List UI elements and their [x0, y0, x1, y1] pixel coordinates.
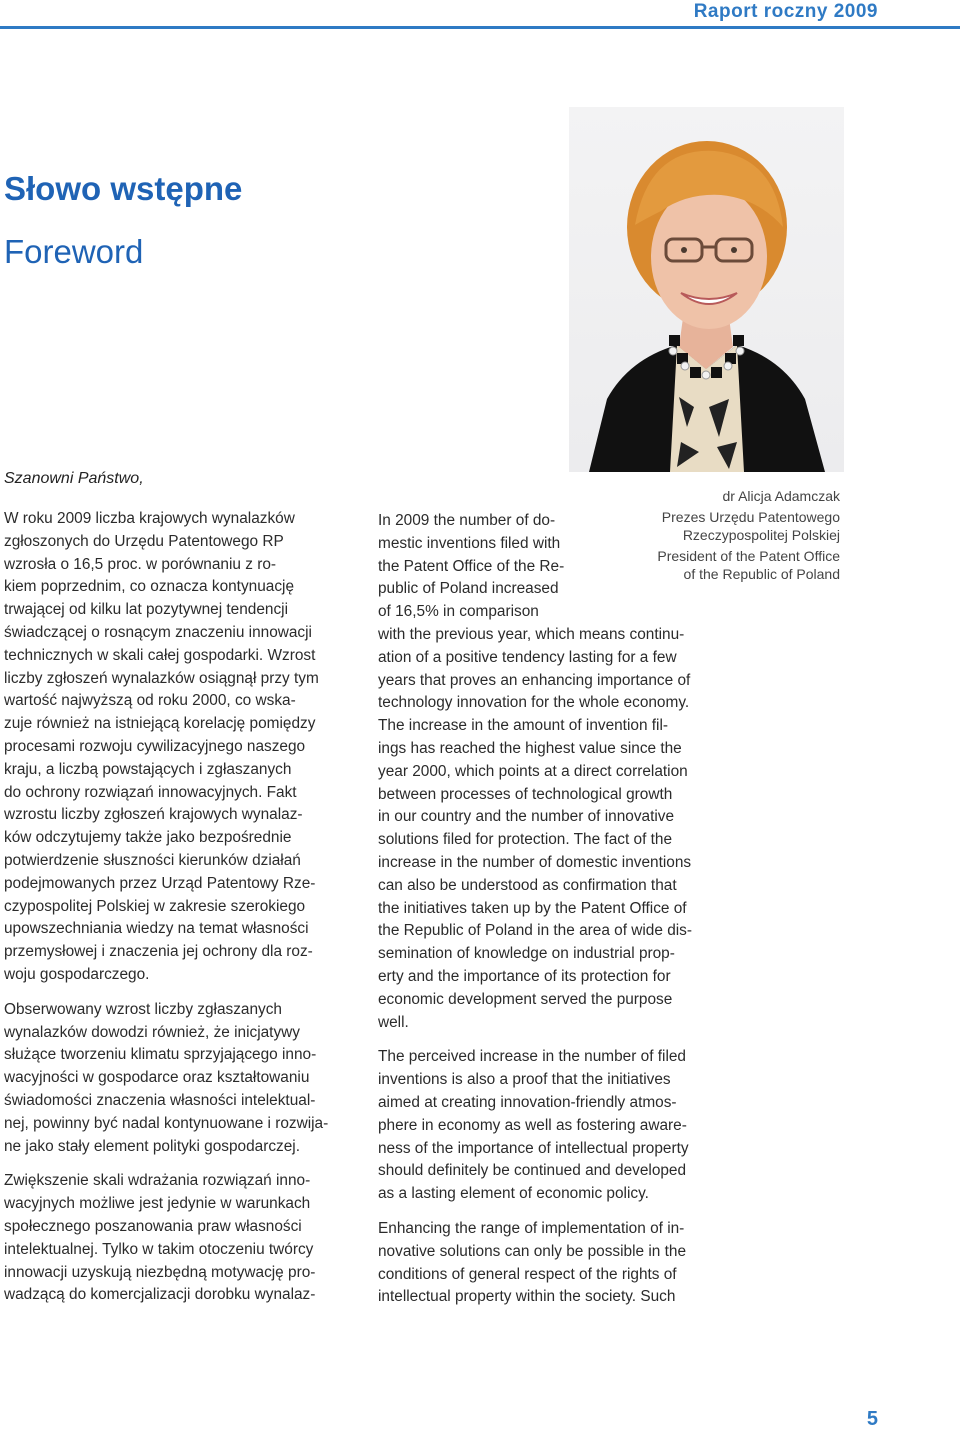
english-paragraph-3	[378, 1218, 723, 1309]
polish-column	[4, 508, 349, 1307]
text-line: trwającej od kilku lat pozytywnej tendencji	[4, 601, 289, 619]
text-line: woju gospodarczego.	[4, 965, 150, 983]
text-line: wzrosła o 16,5 proc. w porównaniu z ro-	[4, 555, 277, 573]
english-paragraph-2	[378, 1046, 723, 1206]
text-line: between processes of technological growth	[378, 785, 673, 803]
text-line: erty and the importance of its protection for	[378, 967, 671, 985]
text-line: zuje również na istniejącą korelację pomiędzy	[4, 715, 316, 733]
text-line: procesami rozwoju cywilizacyjnego naszego	[4, 737, 306, 755]
text-line: well.	[378, 1013, 409, 1031]
header-rule	[0, 26, 960, 29]
text-line: Enhancing the range of implementation of in-	[378, 1219, 685, 1237]
page-number: 5	[866, 1408, 878, 1430]
text-line: ness of the importance of intellectual property	[378, 1139, 689, 1157]
text-line: increase in the number of domestic inventions	[378, 853, 692, 871]
text-line: nej, powinny być nadal kontynuowane i rozwija-	[4, 1114, 329, 1132]
text-line: ne jako stały element polityki gospodarczej.	[4, 1137, 300, 1155]
text-line: Zwiększenie skali wdrażania rozwiązań inno-	[4, 1172, 311, 1190]
text-line: wartość najwyższą od roku 2000, co wska-	[4, 692, 296, 710]
text-line: the Republic of Poland in the area of wide dis-	[378, 922, 692, 940]
text-line: should definitely be continued and developed	[378, 1162, 687, 1180]
polish-paragraph-1	[4, 508, 349, 987]
text-line: zgłoszonych do Urzędu Patentowego RP	[4, 532, 284, 550]
text-line: semination of knowledge on industrial prop-	[378, 945, 675, 963]
text-line: years that proves an enhancing importance of	[378, 671, 691, 689]
text-line: wacyjnych możliwe jest jedynie w warunkach	[4, 1195, 311, 1213]
text-line: wzrostu liczby zgłoszeń krajowych wynalaz-	[4, 806, 303, 824]
text-line: świadczącej o rosnącym znaczeniu innowacji	[4, 623, 312, 641]
text-line: wacyjności w gospodarce oraz kształtowaniu	[4, 1069, 310, 1087]
text-line: podejmowanych przez Urząd Patentowy Rze-	[4, 874, 316, 892]
text-line: intellectual property within the society. Such	[378, 1288, 676, 1306]
text-line: intelektualnej. Tylko w takim otoczeniu twórcy	[4, 1240, 314, 1258]
text-line: phere in economy as well as fostering aware-	[378, 1116, 687, 1134]
text-line: inventions is also a proof that the initiatives	[378, 1071, 671, 1089]
text-line: społecznego poszanowania praw własności	[4, 1217, 302, 1235]
text-line: kraju, a liczbą powstających i zgłaszanych	[4, 760, 292, 778]
text-line: wynalazków dowodzi również, że inicjatywy	[4, 1023, 300, 1041]
text-line: przemysłowej i znaczenia jej ochrony dla roz-	[4, 943, 313, 961]
text-line: służące tworzeniu klimatu sprzyjającego inno-	[4, 1046, 317, 1064]
text-line: mestic inventions filed with	[378, 534, 561, 552]
text-line: technology innovation for the whole economy.	[378, 694, 690, 712]
english-paragraph-1	[378, 510, 723, 1034]
text-line: czypospolitej Polskiej w zakresie szerokiego	[4, 897, 306, 915]
text-line: in our country and the number of innovative	[378, 808, 675, 826]
portrait-photo	[569, 107, 844, 472]
caption-role-en-1: President of the Patent Office	[657, 548, 840, 564]
text-line: The increase in the amount of invention fil-	[378, 717, 669, 735]
text-line: conditions of general respect of the rights of	[378, 1265, 677, 1283]
text-line: ation of a positive tendency lasting for a few	[378, 648, 677, 666]
text-line: innowacji uzyskują niezbędną motywację pro-	[4, 1263, 316, 1281]
text-line: year 2000, which points at a direct correlation	[378, 762, 688, 780]
text-line: with the previous year, which means continu-	[378, 625, 685, 643]
text-line: kiem poprzednim, co oznacza kontynuację	[4, 578, 295, 596]
page-title-english: Foreword	[4, 233, 144, 270]
caption-role-pl-1: Prezes Urzędu Patentowego	[661, 509, 840, 525]
text-line: the Patent Office of the Re-	[378, 557, 565, 575]
text-line: economic development served the purpose	[378, 990, 673, 1008]
polish-paragraph-2	[4, 999, 349, 1159]
text-line: wadzącą do komercjalizacji dorobku wynalaz-	[4, 1286, 316, 1304]
page-title-polish: Słowo wstępne	[4, 170, 243, 207]
text-line: świadomości znaczenia własności intelektual-	[4, 1091, 316, 1109]
text-line: ings has reached the highest value since the	[378, 739, 682, 757]
caption-name: dr Alicja Adamczak	[722, 488, 840, 504]
text-line: ków odczytujemy także jako bezpośrednie	[4, 829, 292, 847]
text-line: upowszechniania wiedzy na temat własności	[4, 920, 309, 938]
text-line: can also be understood as confirmation that	[378, 876, 677, 894]
report-title: Raport roczny 2009	[693, 1, 878, 22]
text-line: Obserwowany wzrost liczby zgłaszanych	[4, 1000, 282, 1018]
text-line: In 2009 the number of do-	[378, 512, 556, 529]
english-column	[378, 510, 723, 1309]
text-line: technicznych w skali całej gospodarki. Wzrost	[4, 646, 316, 664]
text-line: solutions filed for protection. The fact of the	[378, 831, 673, 849]
text-line: aimed at creating innovation-friendly atmos-	[378, 1093, 677, 1111]
text-line: the initiatives taken up by the Patent Office of	[378, 899, 687, 917]
text-line: do ochrony rozwiązań innowacyjnych. Fakt	[4, 783, 297, 801]
text-line: The perceived increase in the number of filed	[378, 1048, 686, 1066]
caption-role-en-2: of the Republic of Poland	[683, 566, 840, 582]
text-line: W roku 2009 liczba krajowych wynalazków	[4, 510, 295, 527]
text-line: potwierdzenie słuszności kierunków działań	[4, 851, 301, 869]
text-line: as a lasting element of economic policy.	[378, 1185, 649, 1203]
polish-paragraph-3	[4, 1170, 349, 1307]
text-line: of 16,5% in comparison	[378, 603, 539, 621]
caption-role-pl-2: Rzeczypospolitej Polskiej	[682, 527, 840, 543]
greeting: Szanowni Państwo,	[4, 470, 144, 487]
page-header	[0, 0, 960, 28]
text-line: public of Poland increased	[378, 580, 559, 598]
text-line: liczby zgłoszeń wynalazków osiągnął przy tym	[4, 669, 319, 687]
text-line: novative solutions can only be possible in the	[378, 1242, 687, 1260]
